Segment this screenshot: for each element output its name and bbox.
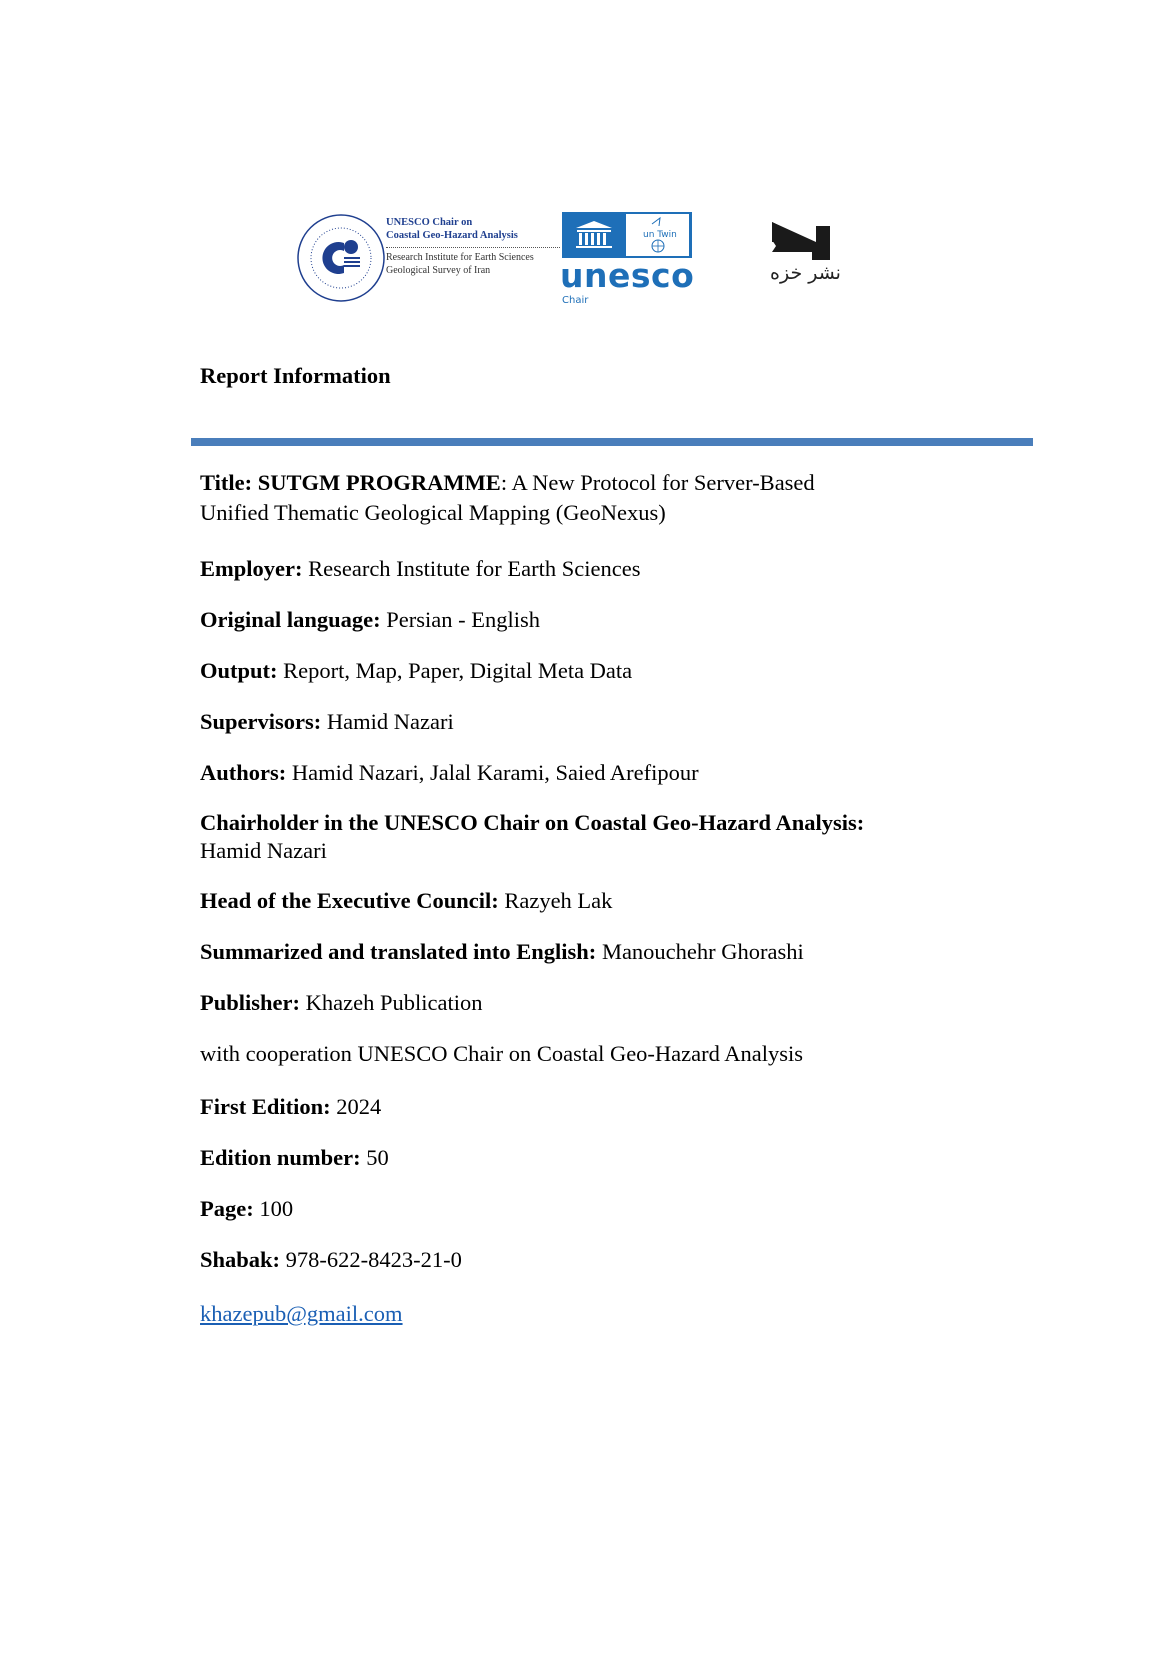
field-value: Hamid Nazari, Jalal Karami, Saied Arefipour <box>291 760 699 785</box>
field-label: Head of the Executive Council: <box>200 888 499 913</box>
field-value: Khazeh Publication <box>305 990 483 1015</box>
unitwin-panel <box>626 214 689 256</box>
field-label: Edition number: <box>200 1145 361 1170</box>
khazeh-logo-text: نشر خزه <box>770 262 841 284</box>
title-bold-part: SUTGM PROGRAMME <box>257 470 501 495</box>
field-shabak <box>200 1247 462 1273</box>
field-label: Chairholder in the UNESCO Chair on Coastal Geo-Hazard Analysis: <box>200 810 865 835</box>
field-value: Razyeh Lak <box>504 888 613 913</box>
field-label: Page: <box>200 1196 254 1221</box>
field-label: Publisher: <box>200 990 301 1015</box>
field-label: Original language: <box>200 607 381 632</box>
unitwin-label: un Twin <box>643 230 677 240</box>
field-first-edition <box>200 1094 381 1120</box>
field-edition-number <box>200 1145 389 1171</box>
field-label: Output: <box>200 658 278 683</box>
field-value: 2024 <box>336 1094 382 1119</box>
title-line <box>200 470 815 496</box>
field-chairholder-value: Hamid Nazari <box>200 838 327 863</box>
field-label: Supervisors: <box>200 709 322 734</box>
field-label: Summarized and translated into English: <box>200 939 597 964</box>
field-value: 978-622-8423-21-0 <box>285 1247 462 1272</box>
khazeh-publication-mark-icon <box>772 222 832 260</box>
field-head-executive-council <box>200 888 612 914</box>
field-value: Report, Map, Paper, Digital Meta Data <box>283 658 633 683</box>
email-line <box>200 1301 403 1327</box>
field-employer <box>200 556 640 582</box>
rie-institute-line1: Research Institute for Earth Sciences <box>386 252 534 263</box>
research-institute-seal-icon <box>296 213 386 303</box>
field-supervisors <box>200 709 454 735</box>
title-line-2: Unified Thematic Geological Mapping (GeoNexus) <box>200 500 666 525</box>
field-authors <box>200 760 699 786</box>
field-value: 100 <box>259 1196 294 1221</box>
rie-divider <box>386 247 560 248</box>
field-label: Authors: <box>200 760 287 785</box>
unesco-temple-icon <box>574 220 614 250</box>
field-label: Employer: <box>200 556 303 581</box>
unesco-wordmark: unesco <box>560 256 695 295</box>
unesco-logo-box <box>562 212 692 258</box>
field-label: First Edition: <box>200 1094 331 1119</box>
field-page <box>200 1196 293 1222</box>
title-label: Title: <box>200 470 253 495</box>
field-value: Persian - English <box>386 607 540 632</box>
unitwin-globe-icon <box>626 214 689 256</box>
field-output <box>200 658 632 684</box>
rie-institute-line2: Geological Survey of Iran <box>386 264 491 276</box>
email-link[interactable]: khazepub@gmail.com <box>200 1301 403 1326</box>
field-value: Research Institute for Earth Sciences <box>308 556 641 581</box>
field-value: 50 <box>366 1145 389 1170</box>
field-value: Manouchehr Ghorashi <box>601 939 804 964</box>
field-chairholder <box>200 810 864 836</box>
cooperation-line: with cooperation UNESCO Chair on Coastal Geo-Hazard Analysis <box>200 1041 804 1066</box>
field-label: Shabak: <box>200 1247 281 1272</box>
field-value: Hamid Nazari <box>326 709 454 734</box>
rie-chair-line1: UNESCO Chair on <box>386 217 473 228</box>
title-rest: : A New Protocol for Server-Based <box>500 470 815 495</box>
field-publisher <box>200 990 482 1016</box>
unesco-chair-label: Chair <box>562 295 589 306</box>
report-information-heading: Report Information <box>200 363 391 388</box>
field-translated-by <box>200 939 804 965</box>
rie-chair-line2: Coastal Geo-Hazard Analysis <box>386 230 518 241</box>
rie-logo-text <box>386 216 561 277</box>
section-divider <box>191 438 1033 446</box>
field-original-language <box>200 607 540 633</box>
